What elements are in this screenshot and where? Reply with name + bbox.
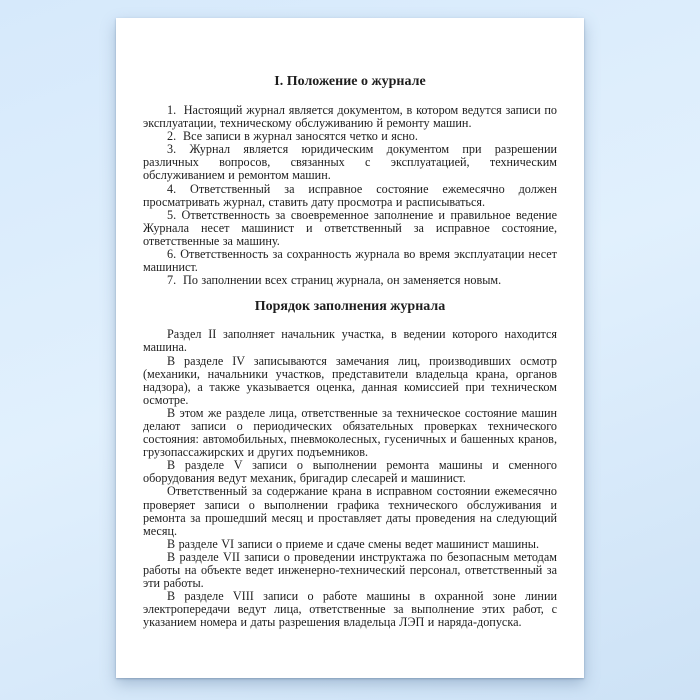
section-regulations-items [143,104,557,287]
numbered-item: 5. Ответственность за своевременное заполнение и правильное ведение Журнала несет машинист и ответственный за исправное состояние, ответственные за машину. [143,207,557,248]
paragraph: В разделе V записи о выполнении ремонта машины и сменного оборудования ведут механик, бригадир слесарей и машинист. [143,458,557,486]
document-content [143,73,557,629]
section-title-regulations: I. Положение о журнале [274,74,426,89]
paragraph: В разделе VI записи о приеме и сдаче смены ведет машинист машины. [167,536,540,551]
numbered-item: 2. Все записи в журнал заносятся четко и ясно. [167,129,418,144]
numbered-item: 7. По заполнении всех страниц журнала, он заменяется новым. [167,273,502,288]
numbered-item: 1. Настоящий журнал является документом, в котором ведутся записи по эксплуатации, техническому обслуживанию й ремонту машин. [143,103,557,131]
paragraph: В этом же разделе лица, ответственные за техническое состояние машин делают записи о периодических обязательных проверках технического состояния: автомобильных, пневмоколесных, гусеничных и башенных кранов, грузопассажирских и других подъемников. [143,405,557,460]
numbered-item: 6. Ответственность за сохранность журнала во время эксплуатации несет машинист. [143,247,557,275]
section-filling-order-paragraphs [143,328,557,629]
paragraph: В разделе VIII записи о работе машины в охранной зоне линии электропередачи ведут лица, ответственные за выполнение этих работ, с указанием номера и даты разрешения владельца ЛЭП и наряда-допуска. [143,589,557,630]
paragraph: В разделе VII записи о проведении инструктажа по безопасным методам работы на объекте ведет инженерно-технический персонал, ответственный за эти работы. [143,549,557,591]
numbered-item: 4. Ответственный за исправное состояние ежемесячно должен просматривать журнал, ставить дату просмотра и расписываться. [143,181,557,209]
paragraph: Раздел II заполняет начальник участка, в ведении которого находится машина. [143,327,557,355]
numbered-item: 3. Журнал является юридическим документом при разрешении различных вопросов, связанных с эксплуатацией, техническим обслуживанием и ремонтом машин. [143,142,557,183]
section-title-filling-order: Порядок заполнения журнала [254,299,446,315]
document-page [116,18,584,678]
paragraph: В разделе IV записываются замечания лиц, производивших осмотр (механики, начальники участков, представители владельца крана, органов надзора), а также указывается оценка, данная комиссией при техническом осмотре. [143,353,557,407]
paragraph: Ответственный за содержание крана в исправном состоянии ежемесячно проверяет записи о выполнении графика технического обслуживания и ремонта за прошедший месяц и проставляет даты проведения на следующий месяц. [143,484,557,538]
